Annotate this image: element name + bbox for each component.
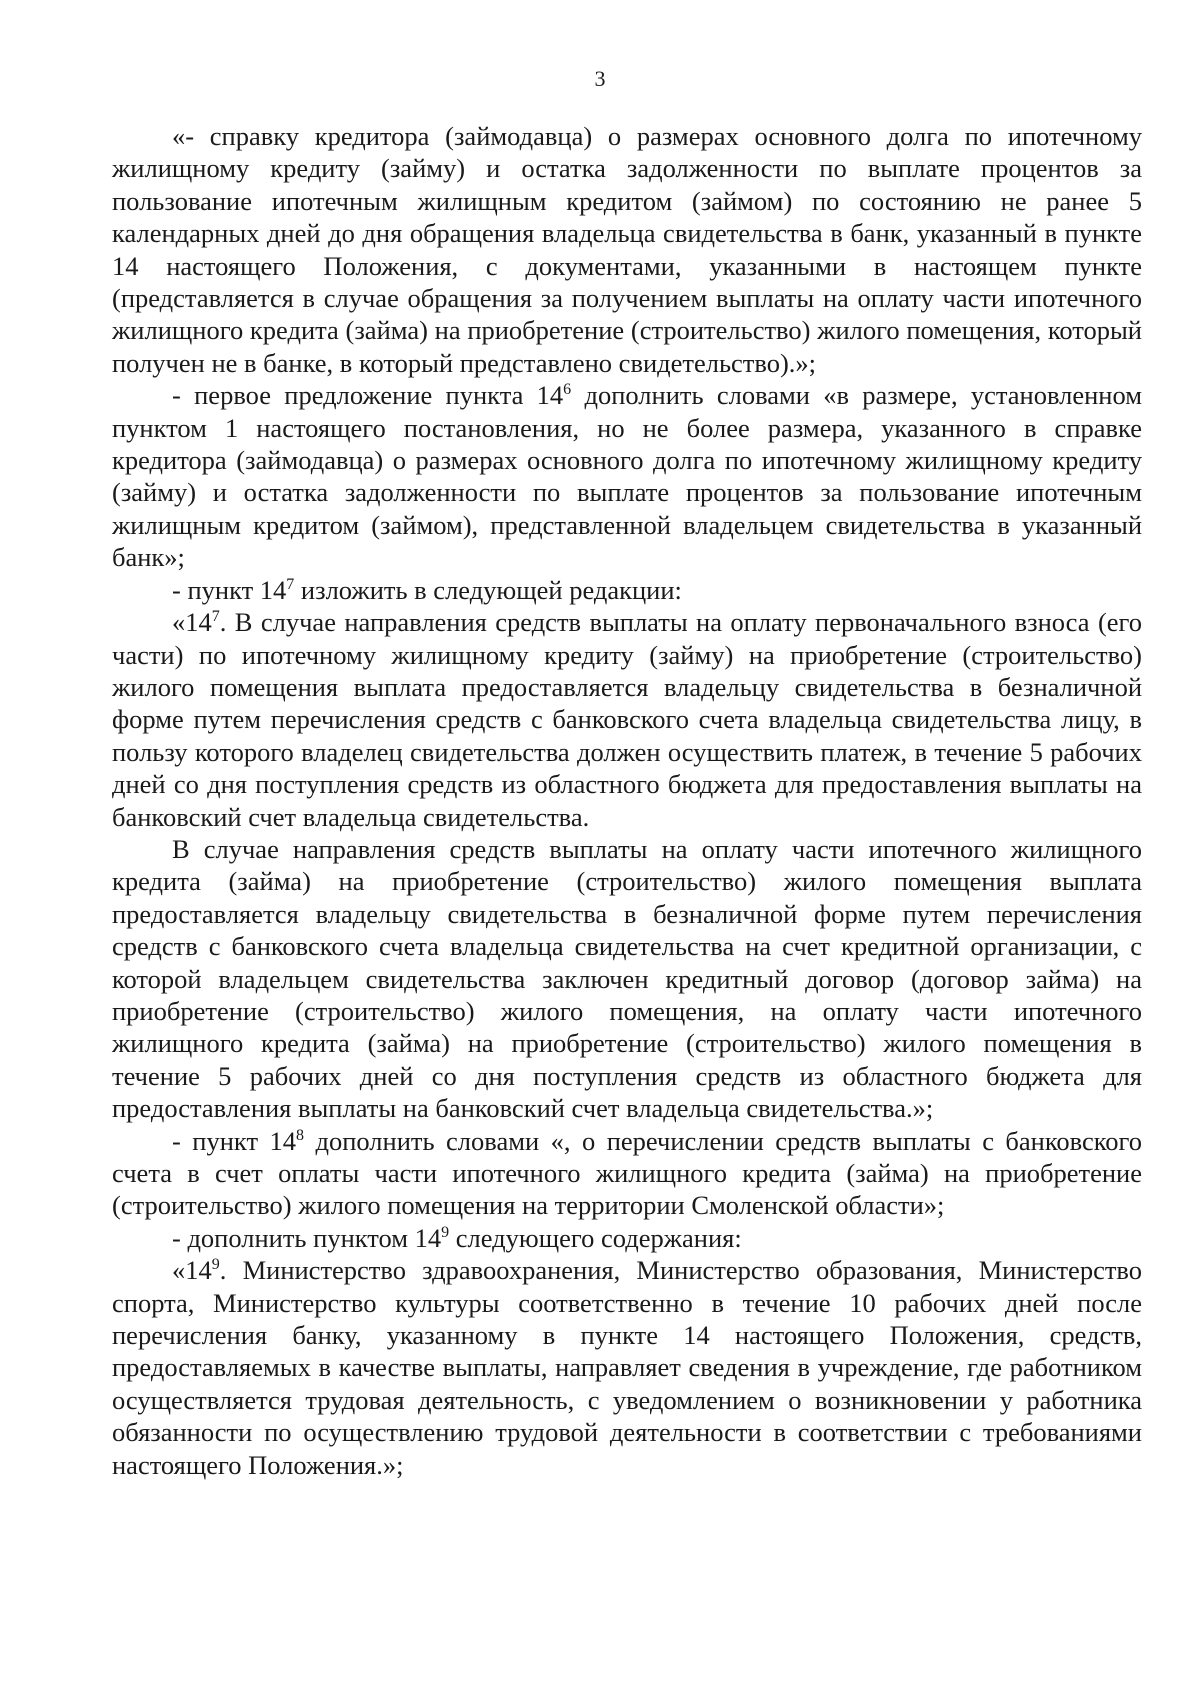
superscript-index: 9 (441, 1223, 450, 1241)
paragraph-text: дополнить словами «в размере, установленном пунктом 1 настоящего постановления, но не более размера, указанного в справке кредитора (займодавца) о размерах основного долга по ипотечному жилищному кредиту (займу) и остатка задолженности по выплате процентов за пользование ипотечным жилищным кредитом (займом), представленной владельцем свидетельства в указанный банк»; (112, 380, 1143, 573)
superscript-index: 8 (296, 1126, 305, 1144)
paragraph-text: . Министерство здравоохранения, Министерство образования, Министерство спорта, Министерство культуры соответственно в течение 10 рабочих дней после перечисления банку, указанному в пункте 14 настоящего Положения, средств, предоставляемых в качестве выплаты, направляет сведения в учреждение, где работником осуществляется трудовая деятельность, с уведомлением о возникновении у работника обязанности по осуществлению трудовой деятельности в соответствии с требованиями настоящего Положения.»; (112, 1255, 1142, 1480)
superscript-index: 7 (286, 575, 295, 593)
superscript-index: 6 (563, 381, 572, 399)
paragraph-text: - пункт 14 (172, 574, 287, 605)
paragraph-amend-14-6 (112, 379, 1142, 573)
paragraph-add-14-9 (112, 1222, 1142, 1254)
paragraph-text: «14 (172, 1255, 212, 1286)
paragraph-text: . В случае направления средств выплаты на оплату первоначального взноса (его части) по ипотечному жилищному кредиту (займу) на приобретение (строительство) жилого помещения выплата предоставляется владельцу свидетельства в безналичной форме путем перечисления средств с банковского счета владельца свидетельства лицу, в пользу которого владелец свидетельства должен осуществить платеж, в течение 5 рабочих дней со дня поступления средств из областного бюджета для предоставления выплаты на банковский счет владельца свидетельства. (112, 607, 1142, 832)
paragraph-creditor-certificate: «- справку кредитора (займодавца) о размерах основного долга по ипотечному жилищному кредиту (займу) и остатка задолженности по выплате процентов за пользование ипотечным жилищным кредитом (займом) по состоянию не ранее 5 календарных дней до дня обращения владельца свидетельства в банк, указанный в пункте 14 настоящего Положения, с документами, указанными в настоящем пункте (представляется в случае обращения за получением выплаты на оплату части ипотечного жилищного кредита (займа) на приобретение (строительство) жилого помещения, который получен не в банке, в который представлено свидетельство).»; (112, 121, 1142, 378)
paragraph-clause-14-7 (112, 606, 1142, 833)
superscript-index: 7 (211, 608, 220, 626)
paragraph-text: - пункт 14 (172, 1125, 297, 1156)
paragraph-text: изложить в следующей редакции: (294, 574, 682, 605)
paragraph-amend-14-8 (112, 1125, 1142, 1222)
paragraph-text: «14 (172, 607, 212, 638)
page-number: 3 (594, 66, 606, 91)
paragraph-clause-14-9 (112, 1254, 1142, 1481)
paragraph-amend-14-7 (112, 574, 1142, 606)
paragraph-text: - дополнить пунктом 14 (172, 1222, 442, 1253)
paragraph-text: дополнить словами «, о перечислении средств выплаты с банковского счета в счет оплаты части ипотечного жилищного кредита (займа) на приобретение (строительство) жилого помещения на территории Смоленской области»; (112, 1125, 1143, 1221)
paragraph-text: следующего содержания: (449, 1222, 742, 1253)
superscript-index: 9 (211, 1256, 220, 1274)
paragraph-text: - первое предложение пункта 14 (172, 380, 564, 411)
document-body (112, 120, 1142, 1481)
paragraph-clause-14-7-part-2: В случае направления средств выплаты на оплату части ипотечного жилищного кредита (займа) на приобретение (строительство) жилого помещения выплата предоставляется владельцу свидетельства в безналичной форме путем перечисления средств с банковского счета владельца свидетельства на счет кредитной организации, с которой владельцем свидетельства заключен кредитный договор (договор займа) на приобретение (строительство) жилого помещения, на оплату части ипотечного жилищного кредита (займа) на приобретение (строительство) жилого помещения в течение 5 рабочих дней со дня поступления средств из областного бюджета для предоставления выплаты на банковский счет владельца свидетельства.»; (112, 833, 1142, 1124)
